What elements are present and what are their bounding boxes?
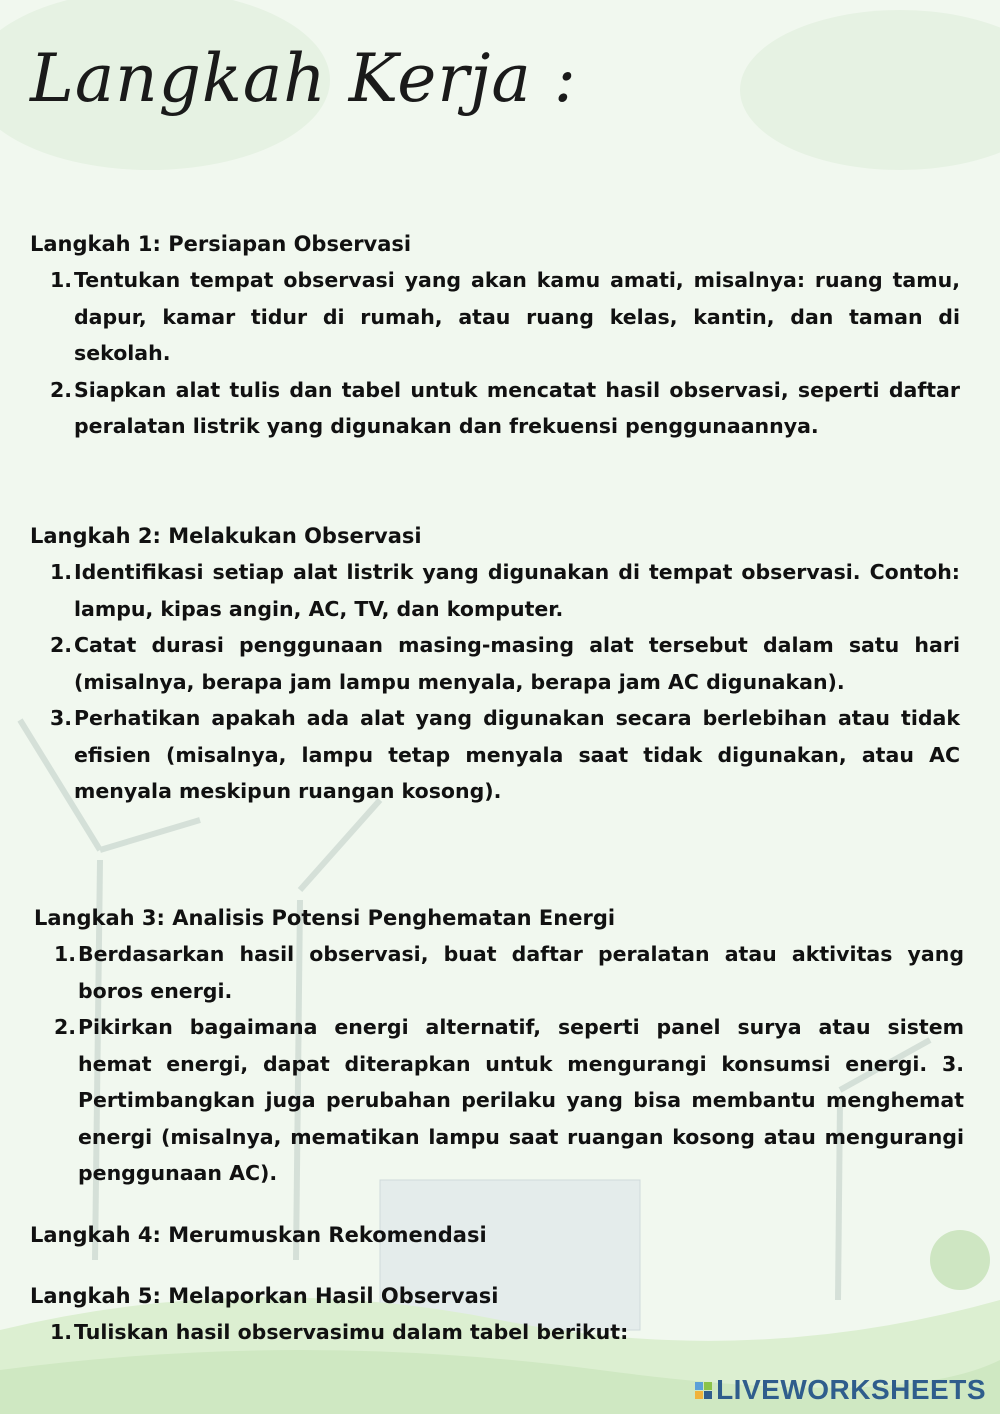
item-number: 1. (53, 942, 76, 966)
section-heading: Langkah 5: Melaporkan Hasil Observasi (30, 1284, 499, 1308)
liveworksheets-logo[interactable] (695, 1374, 986, 1406)
section-heading: Langkah 2: Melakukan Observasi (30, 524, 422, 548)
item-text: Tuliskan hasil observasimu dalam tabel berikut: (74, 1320, 629, 1344)
item-text: Catat durasi penggunaan masing-masing alat tersebut dalam satu hari (misalnya, berapa jam lampu menyala, berapa jam AC digunakan). (74, 633, 960, 694)
item-text: Siapkan alat tulis dan tabel untuk mencatat hasil observasi, seperti daftar peralatan listrik yang digunakan dan frekuensi penggunaannya. (74, 377, 960, 438)
step-list (30, 1314, 960, 1351)
section-step-2 (30, 518, 960, 810)
section-heading: Langkah 4: Merumuskan Rekomendasi (30, 1223, 487, 1247)
section-step-3 (34, 900, 964, 1192)
logo-mark-square (695, 1382, 703, 1390)
list-item (30, 1314, 960, 1351)
item-number: 2. (49, 377, 72, 402)
list-item (30, 700, 960, 810)
item-text: Pikirkan bagaimana energi alternatif, seperti panel surya atau sistem hemat energi, dapat diterapkan untuk mengurangi konsumsi energi. 3. Pertimbangkan juga perubahan perilaku yang bisa membantu menghemat energi (misalnya, mematikan lampu saat ruangan kosong atau mengurangi penggunaan AC). (78, 1015, 964, 1185)
list-item (30, 627, 960, 700)
section-heading: Langkah 1: Persiapan Observasi (30, 232, 412, 256)
item-text: Berdasarkan hasil observasi, buat daftar peralatan atau aktivitas yang boros energi. (78, 942, 964, 1003)
item-number: 2. (53, 1015, 76, 1039)
item-number: 1. (49, 560, 72, 584)
list-item (30, 554, 960, 627)
list-item (30, 372, 960, 445)
list-item (34, 936, 964, 1009)
logo-text: LIVEWORKSHEETS (716, 1374, 986, 1405)
list-item (34, 1009, 964, 1192)
item-number: 3. (49, 706, 72, 730)
section-heading: Langkah 3: Analisis Potensi Penghematan Energi (34, 906, 616, 930)
item-number: 2. (49, 633, 72, 657)
step-list (30, 262, 960, 445)
item-text: Tentukan tempat observasi yang akan kamu amati, misalnya: ruang tamu, dapur, kamar tidur di rumah, atau ruang kelas, kantin, dan taman di sekolah. (74, 268, 960, 365)
item-number: 1. (49, 268, 72, 292)
item-text: Identifikasi setiap alat listrik yang digunakan di tempat observasi. Contoh: lampu, kipas angin, AC, TV, dan komputer. (74, 560, 960, 621)
section-step-5 (30, 1278, 960, 1351)
item-text: Perhatikan apakah ada alat yang digunakan secara berlebihan atau tidak efisien (misalnya, lampu tetap menyala saat tidak digunakan, atau AC menyala meskipun ruangan kosong). (74, 706, 960, 803)
logo-mark-icon (695, 1382, 712, 1399)
section-step-4 (30, 1217, 960, 1253)
section-step-1 (30, 226, 960, 445)
page-title: Langkah Kerja : (30, 40, 577, 117)
logo-mark-square (704, 1391, 712, 1399)
step-list (34, 936, 964, 1192)
logo-mark-square (695, 1391, 703, 1399)
list-item (30, 262, 960, 372)
logo-mark-square (704, 1382, 712, 1390)
item-number: 1. (49, 1320, 72, 1344)
step-list (30, 554, 960, 810)
